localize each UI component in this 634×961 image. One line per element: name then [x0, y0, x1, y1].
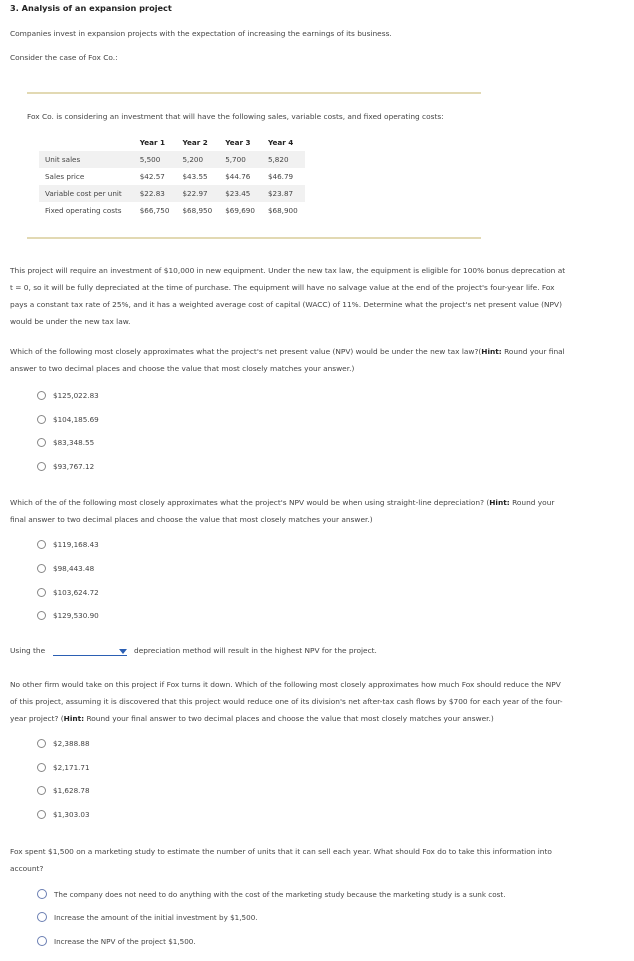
q1-option-1[interactable] [37, 391, 99, 400]
table-cell: $68,950 [182, 205, 213, 215]
paragraph-line: would be under the new tax law. [10, 317, 131, 326]
page-title: 3. Analysis of an expansion project [10, 3, 172, 13]
option-label: $98,443.48 [53, 564, 95, 573]
table-cell: 5,820 [262, 151, 305, 168]
table-cell: 5,200 [176, 151, 219, 168]
radio-button[interactable] [37, 438, 46, 447]
q1-option-3[interactable] [37, 438, 94, 447]
table-cell: $66,750 [139, 205, 170, 215]
option-label: $103,624.72 [53, 588, 99, 597]
table-header: Year 1 [139, 138, 166, 147]
table-cell: $44.76 [225, 171, 251, 181]
problem-paragraph [10, 262, 565, 330]
q2-option-1[interactable] [37, 540, 99, 549]
q2-option-4[interactable] [37, 611, 99, 620]
table-cell: $46.79 [267, 171, 294, 181]
table-row [39, 151, 305, 168]
option-label: $1,303.03 [53, 810, 90, 819]
table-cell: 5,500 [134, 151, 177, 168]
q5-option-3[interactable] [37, 936, 196, 946]
question-3-post: depreciation method will result in the highest NPV for the project. [134, 646, 377, 655]
radio-button[interactable] [37, 391, 46, 400]
radio-button[interactable] [37, 786, 46, 795]
table-cell: Fixed operating costs [45, 205, 122, 215]
table-cell: 5,700 [219, 151, 262, 168]
paragraph-line: t = 0, so it will be fully depreciated at the time of purchase. The equipment will have no salvage value at the end of the project's four-year life. Fox [10, 283, 555, 292]
q1-option-4[interactable] [37, 462, 94, 471]
radio-button[interactable] [37, 936, 47, 946]
paragraph-line: pays a constant tax rate of 25%, and it has a weighted average cost of capital (WACC) of 11%. Determine what the project's net present value (NPV) [10, 300, 562, 309]
table-intro-text: Fox Co. is considering an investment that will have the following sales, variable costs, and fixed operating costs: [27, 112, 444, 121]
table-cell: $22.97 [176, 185, 219, 202]
radio-button[interactable] [37, 462, 46, 471]
q4-option-2[interactable] [37, 763, 90, 772]
table-cell: Variable cost per unit [39, 185, 134, 202]
q2-option-2[interactable] [37, 564, 94, 573]
table-cell: $22.83 [134, 185, 177, 202]
radio-button[interactable] [37, 763, 46, 772]
hint-label: Hint: [481, 347, 502, 356]
radio-button[interactable] [37, 564, 46, 573]
option-label: $2,171.71 [53, 763, 90, 772]
option-label: $93,767.12 [53, 462, 95, 471]
question-2-text: Which of the of the following most closely approximates what the project's NPV would be when using straight-line depreciation? (Hint: Round your final answer to two decimal places and choose the value that most closely matches your answer.) [10, 498, 555, 524]
option-label: $119,168.43 [53, 540, 99, 549]
radio-button[interactable] [37, 611, 46, 620]
q4-option-1[interactable] [37, 739, 90, 748]
radio-button[interactable] [37, 889, 47, 899]
table-header: Year 4 [267, 138, 294, 147]
intro-text: Companies invest in expansion projects with the expectation of increasing the earnings of its business. [10, 29, 392, 38]
question-1-text: Which of the following most closely approximates what the project's net present value (NPV) would be under the new tax law?(Hint: Round your final answer to two decimal places and choose the value that most closely matches your answer.) [10, 347, 565, 373]
table-cell: $43.55 [182, 171, 208, 181]
option-label: The company does not need to do anything with the cost of the marketing study because the marketing study is a sunk cost. [54, 889, 506, 899]
radio-button[interactable] [37, 588, 46, 597]
table-cell: $69,690 [225, 205, 255, 215]
hint-label: Hint: [489, 498, 510, 507]
q5-option-1[interactable] [37, 889, 506, 899]
question-3-pre: Using the [10, 646, 46, 655]
paragraph-line: This project will require an investment of $10,000 in new equipment. Under the new tax law, the equipment is eligible for 100% bonus deprecation at [10, 266, 566, 275]
q2-option-3[interactable] [37, 588, 99, 597]
radio-button[interactable] [37, 739, 46, 748]
q5-option-2[interactable] [37, 912, 258, 922]
option-label: $125,022.83 [53, 391, 99, 400]
table-header: Year 3 [225, 138, 251, 147]
option-label: Increase the amount of the initial investment by $1,500. [54, 912, 258, 922]
question-5-text: Fox spent $1,500 on a marketing study to estimate the number of units that it can sell each year. What should Fox do to take this information into account? [10, 847, 552, 873]
option-label: $129,530.90 [53, 611, 99, 620]
depreciation-method-dropdown[interactable] [53, 646, 127, 656]
table-header [39, 135, 134, 151]
option-label: $104,185.69 [53, 415, 99, 424]
table-cell: Unit sales [39, 151, 134, 168]
table-cell: $23.87 [262, 185, 305, 202]
case-text: Consider the case of Fox Co.: [10, 53, 118, 62]
cost-table [39, 135, 305, 219]
option-label: $83,348.55 [53, 438, 95, 447]
option-label: $2,388.88 [53, 739, 90, 748]
q4-option-3[interactable] [37, 786, 90, 795]
radio-button[interactable] [37, 540, 46, 549]
radio-button[interactable] [37, 415, 46, 424]
table-cell: Sales price [45, 171, 85, 181]
radio-button[interactable] [37, 912, 47, 922]
table-header: Year 2 [182, 138, 208, 147]
question-4-text: No other firm would take on this project if Fox turns it down. Which of the following most closely approximates how much Fox should reduce the NPV of this project, assuming it is discovered that this project would reduce one of its division's net after-tax cash flows by $700 for each year of the four- year project? (Hint: Round your final answer to two decimal places and choose the value that most closely matches your answer.) [10, 680, 563, 723]
q4-option-4[interactable] [37, 810, 90, 819]
bottom-divider [27, 237, 481, 239]
table-cell: $68,900 [267, 205, 298, 215]
chevron-down-icon[interactable] [119, 649, 127, 654]
table-cell: $23.45 [219, 185, 262, 202]
hint-label: Hint: [63, 714, 85, 723]
top-divider [27, 92, 481, 94]
table-cell: $42.57 [139, 171, 165, 181]
option-label: Increase the NPV of the project $1,500. [54, 936, 196, 946]
table-row [39, 185, 305, 202]
radio-button[interactable] [37, 810, 46, 819]
table-header-row [39, 135, 305, 151]
table-row [39, 202, 305, 219]
q1-option-2[interactable] [37, 415, 99, 424]
table-row [39, 168, 305, 185]
option-label: $1,628.78 [53, 786, 90, 795]
